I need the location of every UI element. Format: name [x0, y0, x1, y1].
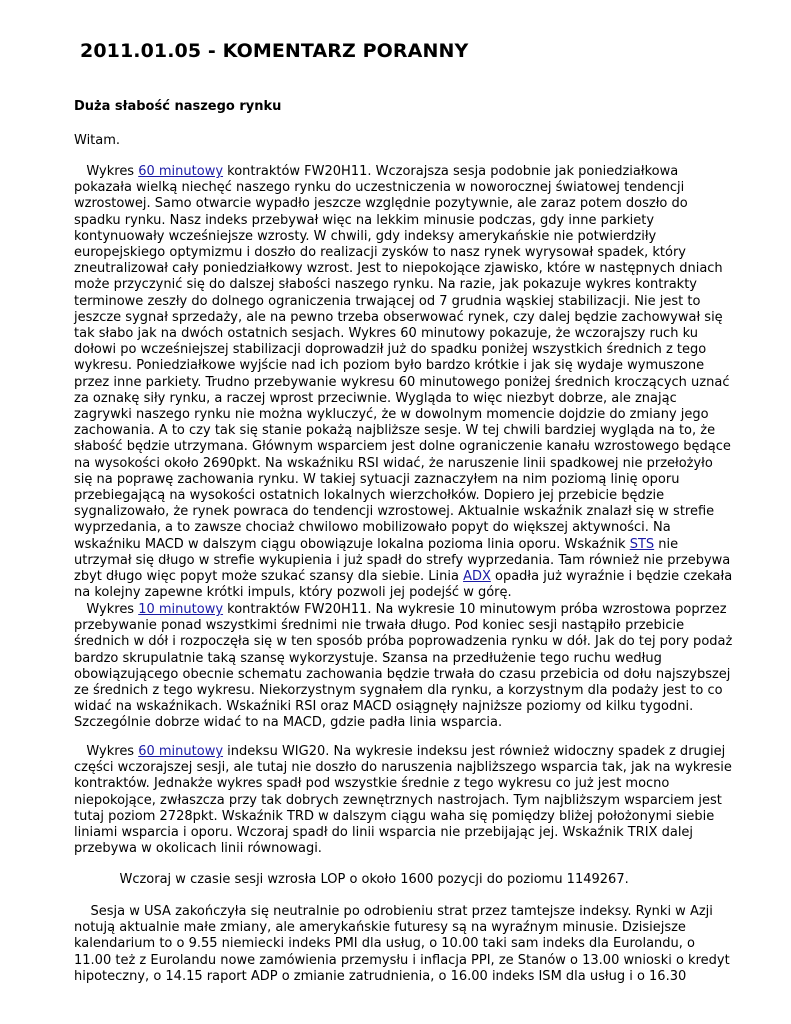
paragraph-market-summary — [74, 904, 734, 985]
article-subtitle: Duża słabość naszego rynku — [74, 99, 282, 114]
text-segment: Sesja w USA zakończyła się neutralnie po odrobieniu strat przez tamtejsze indeksy. Rynki w Azji notują aktualnie małe zmiany, ale amerykańskie futuresy są na wyraźnym minusie. Dzisiejsze kalendarium to o 9.55 niemiecki indeks PMI dla usług, o 10.00 taki sam indeks dla Eurolandu, o 11.00 też z Eurolandu nowe zamówienia przemysłu i inflacja PPI, ze Stanów o 13.00 wnioski o kredyt hipoteczny, o 14.15 raport ADP o zmianie zatrudnienia, o 16.00 indeks ISM dla usług i o 16.30 — [74, 904, 730, 984]
text-segment: Wykres — [86, 602, 139, 617]
text-segment: indeksu WIG20. Na wykresie indeksu jest również widoczny spadek z drugiej części wczorajszej sesji, ale tutaj nie doszło do naruszenia najbliższego wsparcia tak, jak na wykresie kontraktów. Jednakże wykres spadł pod wszystkie średnie z tego wykresu co już jest mocno niepokojące, zwłaszcza przy tak dobrych zewnętrznych nastrojach. Tym najbliższym wsparciem jest tutaj poziom 2728pkt. Wskaźnik TRD w dalszym ciągu waha się pomiędzy bliżej położonymi siebie liniami wsparcia i oporu. Wczoraj spadł do linii wsparcia nie przebijając jej. Wskaźnik TRIX dalej przebywa w okolicach linii równowagi. — [74, 744, 732, 857]
link-60-minutowy-wig20[interactable]: 60 minutowy — [138, 744, 224, 759]
text-segment: Wykres — [86, 744, 139, 759]
link-10-minutowy[interactable]: 10 minutowy — [138, 602, 224, 617]
paragraph-fw20h11-10min — [74, 602, 734, 732]
paragraph-fw20h11-60min — [74, 164, 734, 601]
link-60-minutowy-fw20[interactable]: 60 minutowy — [138, 164, 224, 179]
paragraph-lop — [74, 872, 734, 888]
page-title: 2011.01.05 - KOMENTARZ PORANNY — [80, 40, 469, 62]
paragraph-wig20-60min — [74, 744, 734, 857]
text-segment: nie utrzymał się długo w strefie wykupienia i już spadł do strefy wyprzedania. Tam również nie przebywa zbyt długo więc popyt może szukać szansy dla siebie. Linia — [74, 536, 731, 585]
link-adx[interactable]: ADX — [463, 569, 491, 585]
link-sts[interactable]: STS — [629, 536, 655, 552]
text-segment: opadła już wyraźnie i będzie czekała na kolejny zapewne krótki impuls, który pozwoli jej podejść w górę. — [74, 569, 733, 601]
text-segment: Wykres — [86, 164, 139, 179]
text-segment: kontraktów FW20H11. Na wykresie 10 minutowym próba wzrostowa poprzez przebywanie ponad wszystkimi średnimi nie trwała długo. Pod koniec sesji nastąpiło przebicie średnich w dół i rozpoczęła się w ten sposób próba poprowadzenia rynku w dół. Jak do tej pory podaż bardzo skrupulatnie taką szansę wykorzystuje. Szansa na przedłużenie tego ruchu według obowiązującego obecnie schematu zachowania będzie trwała do czasu przebicia od dołu najszybszej ze średnich z tego wykresu. Niekorzystnym sygnałem dla rynku, a korzystnym dla podaży jest to co widać na wskaźnikach. Wskaźniki RSI oraz MACD osiągnęły najniższe poziomy od kilku tygodni. Szczególnie dobrze widać to na MACD, gdzie padła linia wsparcia. — [74, 602, 733, 731]
text-segment: Wczoraj w czasie sesji wzrosła LOP o około 1600 pozycji do poziomu 1149267. — [119, 872, 629, 887]
text-segment: kontraktów FW20H11. Wczorajsza sesja podobnie jak poniedziałkowa pokazała wielką niechęć naszego rynku do uczestniczenia w noworocznej światowej tendencji wzrostowej. Samo otwarcie wypadło jeszcze względnie pozytywnie, ale zaraz potem doszło do spadku rynku. Nasz indeks przebywał więc na lekkim minusie podczas, gdy inne parkiety kontynuowały wcześniejsze wzrosty. W chwili, gdy indeksy amerykańskie nie potwierdziły europejskiego optymizmu i doszło do realizacji zysków to nasz rynek wyrysował spadek, który zneutralizował cały poniedziałkowy wzrost. Jest to niepokojące zjawisko, które w następnych dniach może przyczynić się do dalszej słabości naszego rynku. Na razie, jak pokazuje wykres kontrakty terminowe zeszły do dolnego ograniczenia trwającej od 7 grudnia wąskiej stabilizacji. Nie jest to jeszcze sygnał sprzedaży, ale na pewno trzeba obserwować rynek, czy dalej będzie zachowywał się tak słabo jak na dwóch ostatnich sesjach. Wykres 60 minutowy pokazuje, że wczorajszy ruch ku dołowi po wcześniejszej stabilizacji doprowadził już do spadku poniżej wszystkich średnich z tego wykresu. Poniedziałkowe wyjście nad ich poziom było bardzo krótkie i jak się wydaje wymuszone przez inne parkiety. Trudno przebywanie wykresu 60 minutowego poniżej średnich kroczących uznać za oznakę siły rynku, a raczej wprost przeciwnie. Wygląda to więc niezbyt dobrze, ale znając zagrywki naszego rynku nie można wykluczyć, że w dowolnym momencie dojdzie do zmiany jego zachowania. A to czy tak się stanie pokażą najbliższe sesje. W tej chwili bardziej wygląda na to, że słabość będzie utrzymana. Głównym wsparciem jest dolne ograniczenie kanału wzrostowego będące na wysokości około 2690pkt. Na wskaźniku RSI widać, że naruszenie linii spadkowej nie przełożyło się na poprawę zachowania rynku. W takiej sytuacji zaznaczyłem na nim poziomą linię oporu przebiegającą na wysokości ostatnich lokalnych wierzchołków. Dopiero jej przebicie będzie sygnalizowało, że rynek powraca do tendencji wzrostowej. Aktualnie wskaźnik znalazł się w strefie wyprzedania, a to zawsze chociaż chwilowo mobilizowało popyt do większej aktywności. Na wskaźniku MACD w dalszym ciągu obowiązuje lokalna pozioma linia oporu. Wskaźnik — [74, 164, 731, 552]
greeting: Witam. — [74, 133, 121, 148]
